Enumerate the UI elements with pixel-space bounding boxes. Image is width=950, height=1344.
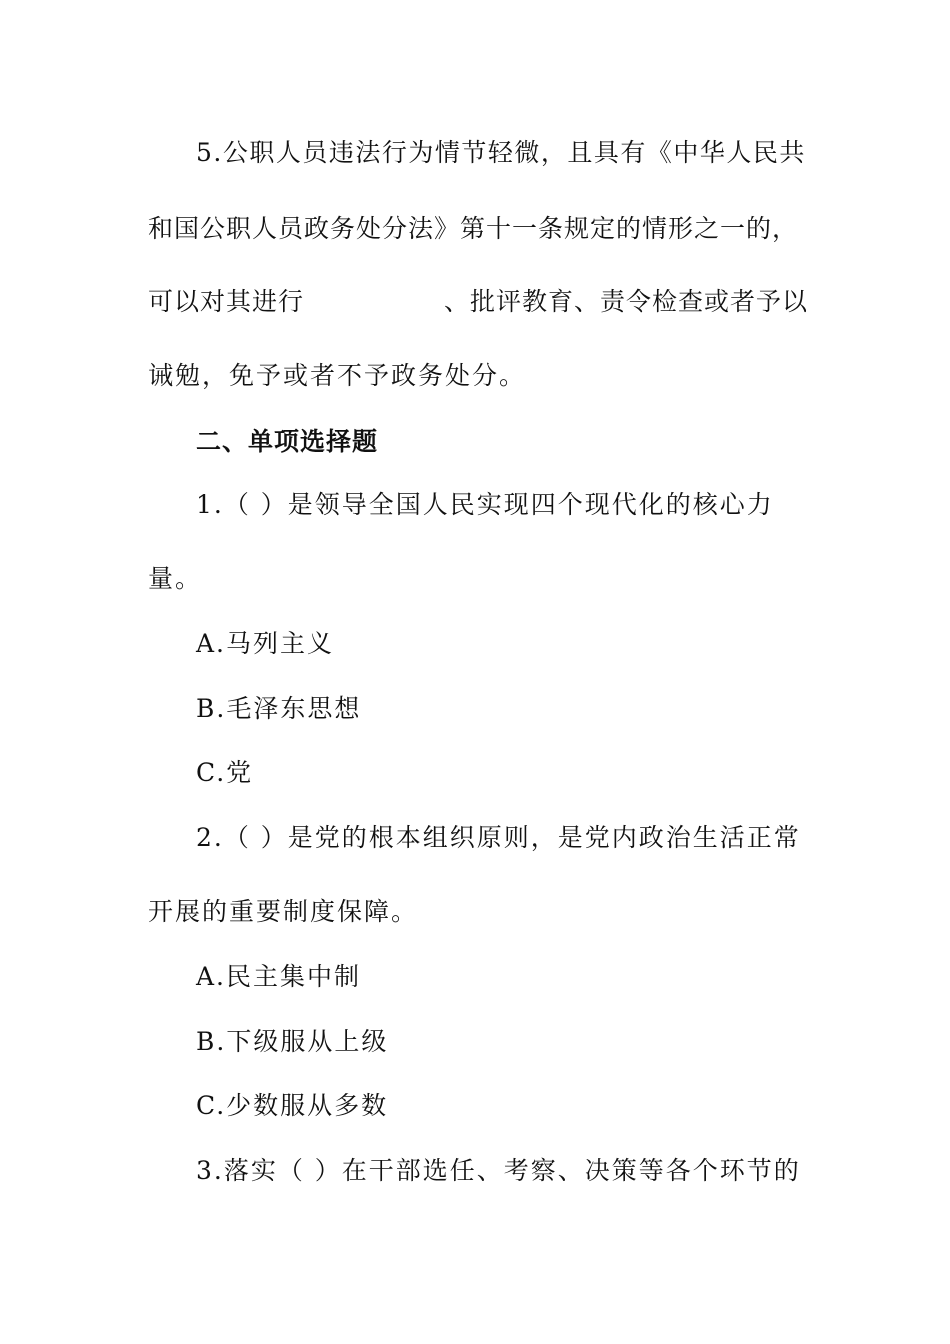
question-1-option-a: A.马列主义 [196,629,335,658]
q5-line-1: 5.公职人员违法行为情节轻微，且具有《中华人民共 [196,138,806,167]
q5-line-3-before: 可以对其进行 [148,287,305,316]
q5-line-3 [148,285,808,319]
question-1-line-2: 量。 [148,564,203,593]
question-1-option-c: C.党 [196,758,254,787]
section-heading: 二、单项选择题 [196,427,379,456]
question-1-line-1: 1.（ ）是领导全国人民实现四个现代化的核心力 [196,490,774,519]
question-2-line-2: 开展的重要制度保障。 [148,897,419,926]
question-2-option-b: B.下级服从上级 [196,1027,389,1056]
question-2-line-1: 2.（ ）是党的根本组织原则，是党内政治生活正常 [196,823,801,852]
question-3-line-1: 3.落实（ ）在干部选任、考察、决策等各个环节的 [196,1156,801,1185]
q5-line-3-after: 、批评教育、责令检查或者予以 [444,287,809,316]
q5-line-4: 诫勉，免予或者不予政务处分。 [148,361,527,390]
question-2-option-a: A.民主集中制 [196,962,362,991]
question-1-option-b: B.毛泽东思想 [196,694,362,723]
question-2-option-c: C.少数服从多数 [196,1091,389,1120]
q5-line-2: 和国公职人员政务处分法》第十一条规定的情形之一的， [148,214,799,243]
